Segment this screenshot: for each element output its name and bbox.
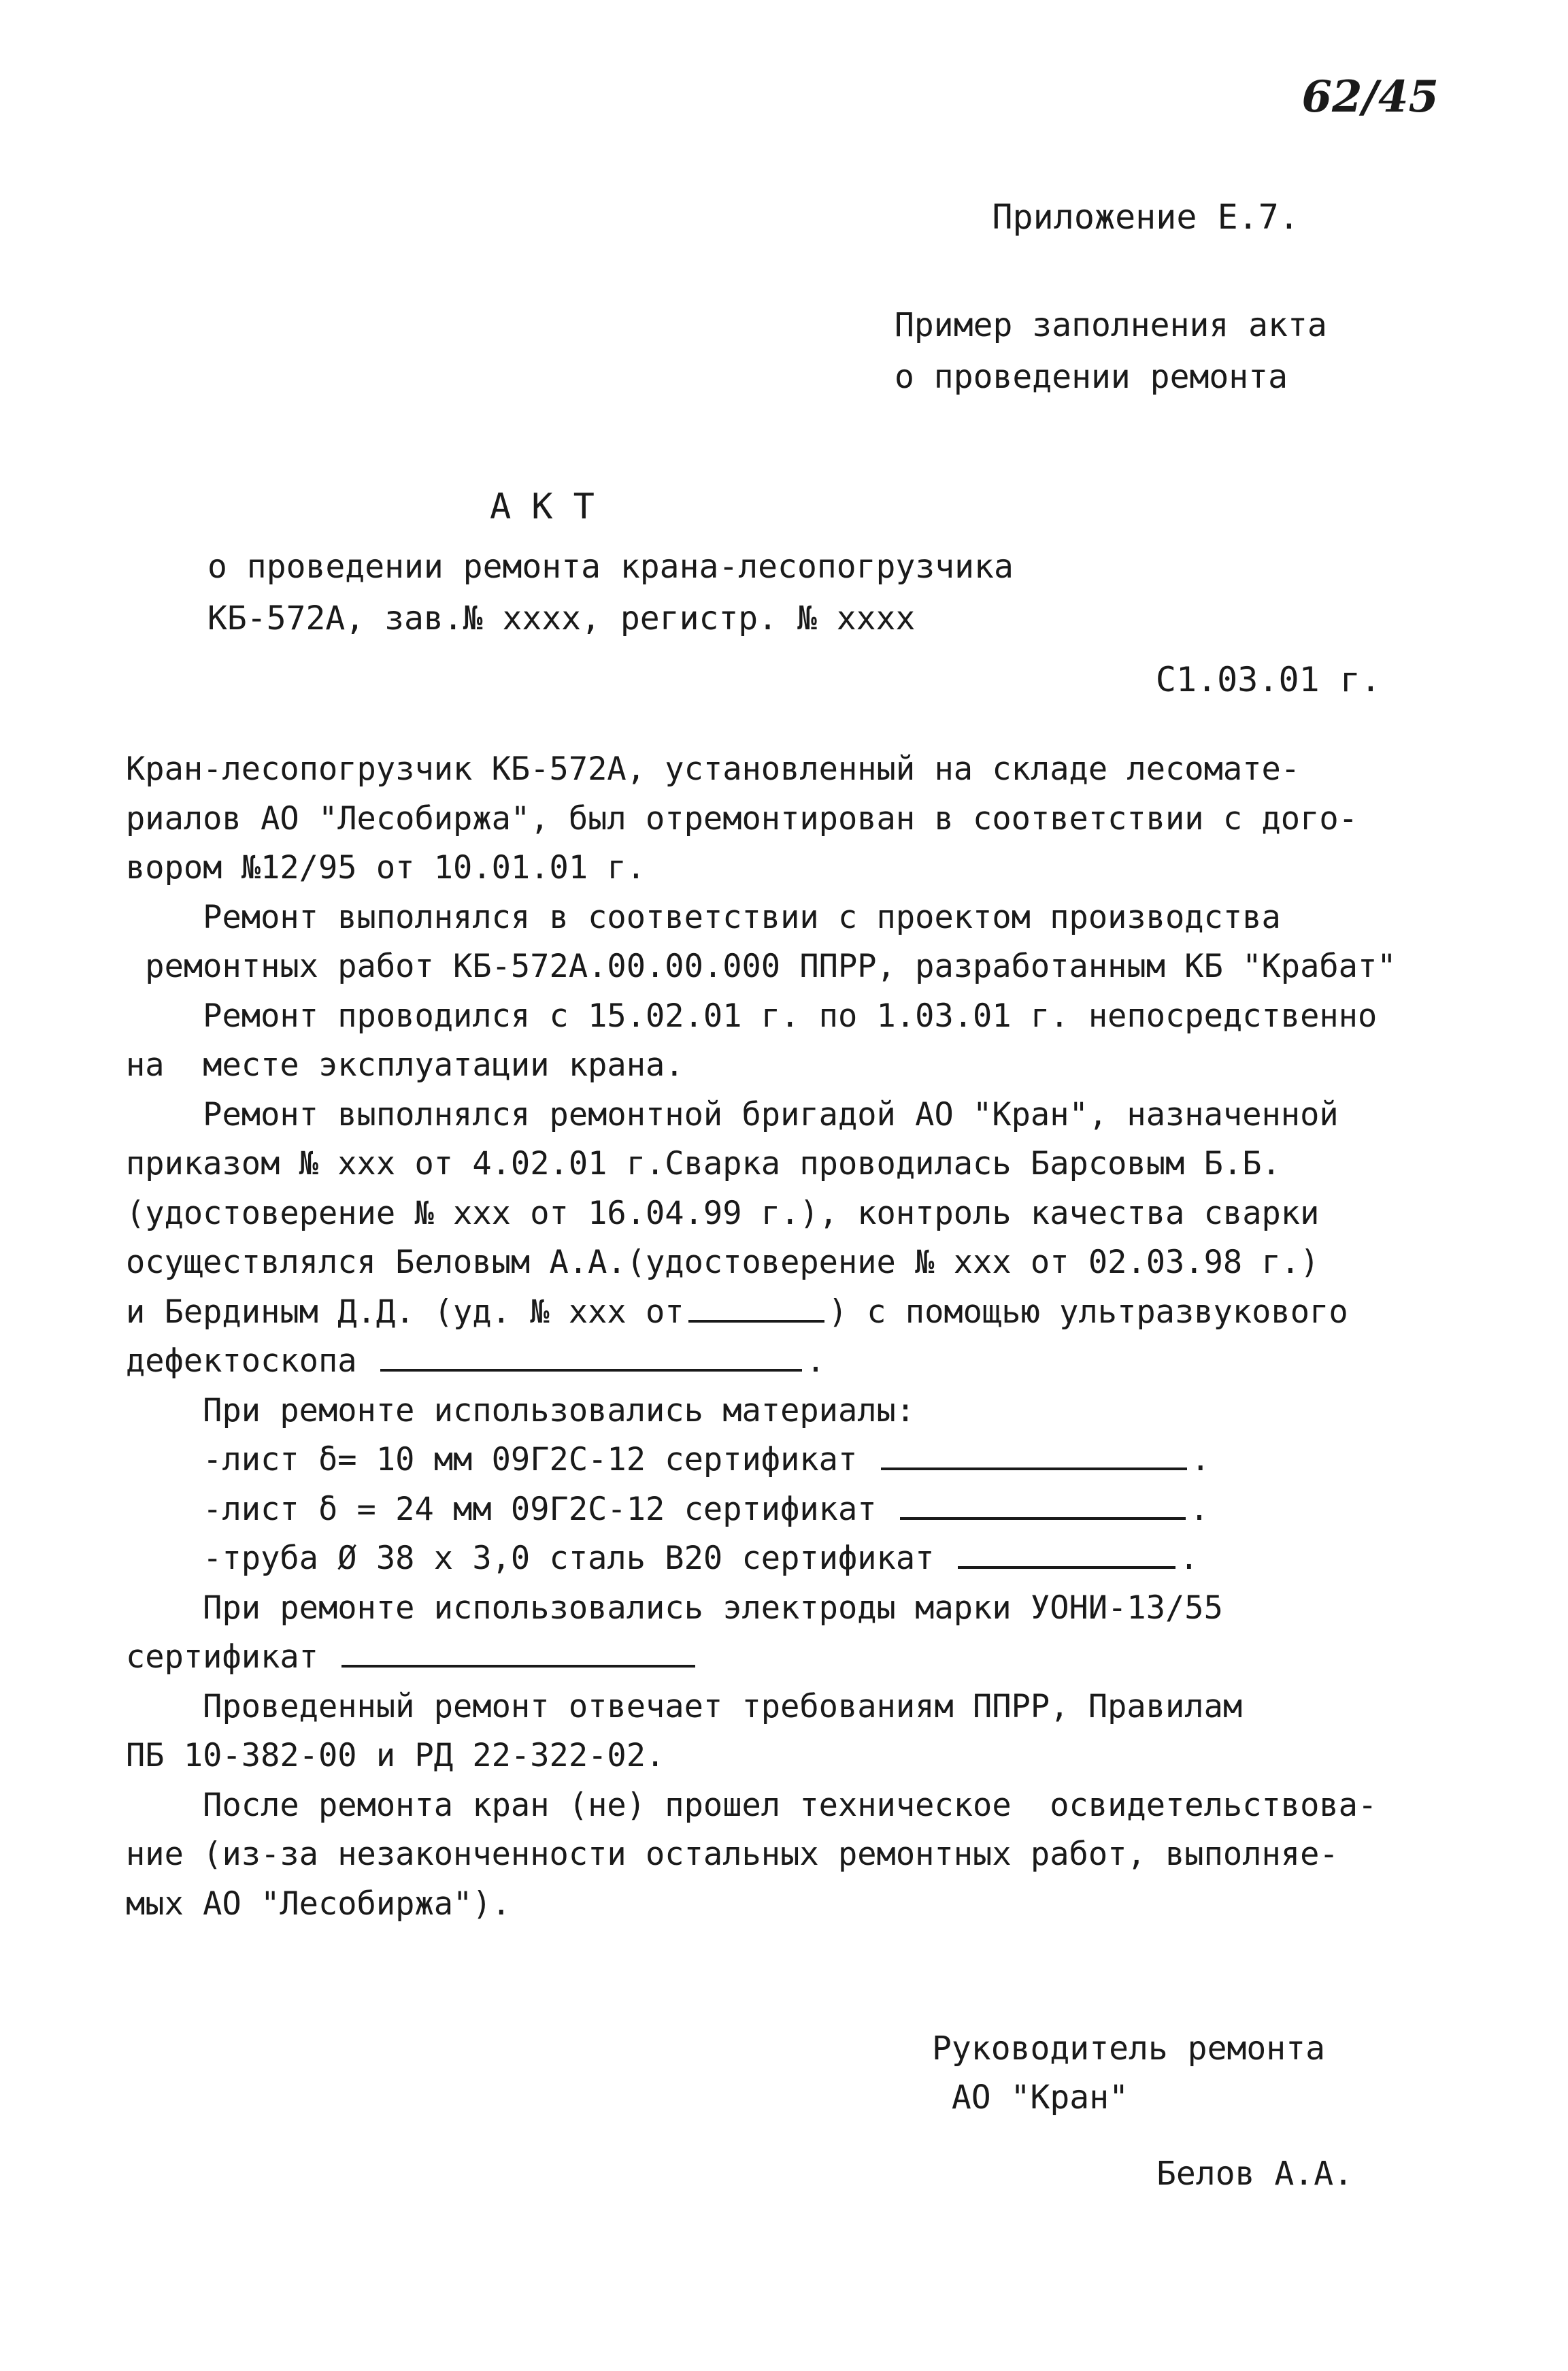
body-line: Ремонт выполнялся в соответствии с проектом производства [126,898,1281,936]
body-line: Кран-лесопогрузчик КБ-572А, установленный на складе лесомате- [126,750,1301,788]
signature-block [932,2024,1353,2198]
body-line [126,1485,1452,1535]
body-line [126,1534,1452,1584]
body-line: Ремонт выполнялся ремонтной бригадой АО "Кран", назначенной [126,1095,1339,1133]
purpose-note [895,299,1327,403]
document-subject [207,541,1014,644]
signature-name: Белов А.А. [1156,2155,1353,2193]
body-line [126,1288,1452,1338]
body-line: После ремонта кран (не) прошел техническое освидетельствова- [126,1786,1378,1824]
purpose-line-1: Пример заполнения акта [895,306,1327,344]
body-text: . [1189,1490,1210,1528]
subject-line-2: КБ-572А, зав.№ хххх, регистр. № хххх [207,599,916,637]
body-line: Проведенный ремонт отвечает требованиям ППРР, Правилам [126,1687,1243,1725]
body-line: риалов АО "Лесобиржа", был отремонтирован в соответствии с дого- [126,799,1358,838]
body-line: приказом № ххх от 4.02.01 г.Сварка проводилась Барсовым Б.Б. [126,1145,1281,1182]
blank-field-electrode-certificate [341,1638,695,1668]
blank-field-flaw-detector [380,1342,802,1372]
appendix-label: Приложение Е.7. [992,197,1299,237]
sheet-number: 62/45 [1301,71,1439,122]
body-text: дефектоскопа [126,1342,357,1380]
body-text: -лист δ = 24 мм 09Г2С-12 сертификат [126,1490,877,1528]
body-text: -труба Ø 38 х 3,0 сталь В20 сертификат [126,1540,935,1577]
body-text: . [805,1342,826,1380]
body-text: . [1179,1540,1199,1577]
signature-role-line-2: АО "Кран" [932,2078,1129,2117]
body-line: ние (из-за незаконченности остальных ремонтных работ, выполняе- [126,1836,1339,1873]
blank-field-certificate [958,1539,1175,1569]
body-text: ) с помощью ультразвукового [828,1293,1348,1331]
body-line [126,1633,1452,1682]
body-line: вором №12/95 от 10.01.01 г. [126,849,646,886]
body-text: -лист δ= 10 мм 09Г2С-12 сертификат [126,1441,858,1478]
body-line: При ремонте использовались электроды марки УОНИ-13/55 [126,1589,1223,1627]
blank-field-date [688,1293,824,1323]
body-line: мых АО "Лесобиржа"). [126,1885,511,1923]
body-line: (удостоверение № ххх от 16.04.99 г.), контроль качества сварки [126,1194,1320,1232]
blank-field-certificate [881,1440,1187,1470]
document-title: АКТ [490,486,615,527]
body-line: на месте эксплуатации крана. [126,1046,684,1084]
body-text: и Бердиным Д.Д. (уд. № ххх от [126,1293,684,1331]
body-line: Ремонт проводился с 15.02.01 г. по 1.03.01 г. непосредственно [126,997,1378,1035]
body-line [126,1337,1452,1387]
body-text: . [1190,1441,1210,1478]
document-date: С1.03.01 г. [1155,660,1381,699]
body-text: сертификат [126,1638,318,1676]
signature-role-line-1: Руководитель ремонта [932,2029,1325,2068]
body-line: При ремонте использовались материалы: [126,1391,916,1429]
body-line [126,1436,1452,1485]
purpose-line-2: о проведении ремонта [895,358,1288,396]
document-body [126,745,1452,1929]
subject-line-1: о проведении ремонта крана-лесопогрузчика [207,548,1014,586]
body-line: осуществлялся Беловым А.А.(удостоверение № ххх от 02.03.98 г.) [126,1244,1320,1281]
body-line: ПБ 10-382-00 и РД 22-322-02. [126,1737,665,1774]
body-line: ремонтных работ КБ-572А.00.00.000 ППРР, разработанным КБ "Крабат" [126,948,1397,985]
blank-field-certificate [900,1490,1186,1520]
